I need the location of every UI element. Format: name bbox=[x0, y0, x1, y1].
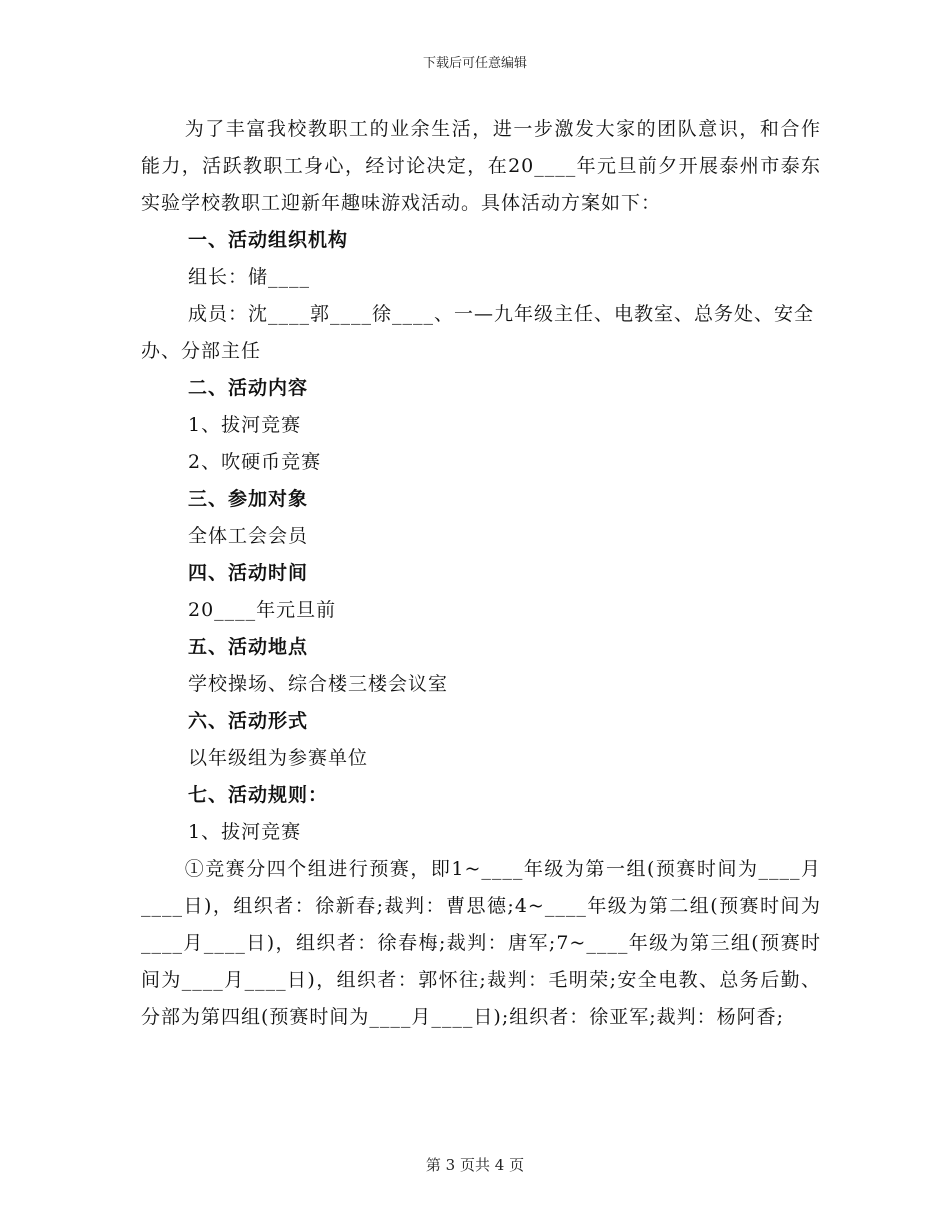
content-item-tug-of-war: 1、拔河竞赛 bbox=[188, 414, 302, 436]
rules-paragraph-preliminaries: ①竞赛分四个组进行预赛，即1~____年级为第一组(预赛时间为____月____日)，组织者：徐新春;裁判：曹思德;4~____年级为第二组(预赛时间为____月____日)，组织者：徐春梅;裁判：唐军;7~____年级为第三组(预赛时间为____月____日)，组织者：郭怀往;裁判：毛明荣;安全电教、总务后勤、分部为第四组(预赛时间为____月____日);组织者：徐亚军;裁判：杨阿香; bbox=[141, 858, 821, 1028]
page-header-note: 下载后可任意编辑 bbox=[422, 56, 527, 71]
section-heading-participants: 三、参加对象 bbox=[188, 488, 309, 510]
rules-subheading-tug-of-war: 1、拔河竞赛 bbox=[188, 821, 302, 843]
section-heading-time: 四、活动时间 bbox=[188, 562, 309, 584]
organization-leader: 组长：储____ bbox=[188, 266, 311, 288]
organization-members: 成员：沈____郭____徐____、一—九年级主任、电教室、总务处、安全办、分部主任 bbox=[141, 303, 815, 362]
section-heading-organization: 一、活动组织机构 bbox=[188, 229, 349, 251]
intro-paragraph: 为了丰富我校教职工的业余生活，进一步激发大家的团队意识，和合作能力，活跃教职工身心，经讨论决定，在20____年元旦前夕开展泰州市泰东实验学校教职工迎新年趣味游戏活动。具体活动方案如下： bbox=[141, 118, 821, 214]
section-heading-content: 二、活动内容 bbox=[188, 377, 309, 399]
participants-text: 全体工会会员 bbox=[188, 525, 309, 547]
location-text: 学校操场、综合楼三楼会议室 bbox=[188, 673, 449, 695]
content-item-coin-blowing: 2、吹硬币竞赛 bbox=[188, 451, 322, 473]
format-text: 以年级组为参赛单位 bbox=[188, 747, 369, 769]
section-heading-location: 五、活动地点 bbox=[188, 636, 309, 658]
page-number: 第 3 页共 4 页 bbox=[425, 1156, 525, 1174]
section-heading-rules: 七、活动规则： bbox=[188, 784, 329, 806]
section-heading-format: 六、活动形式 bbox=[188, 710, 309, 732]
time-text: 20____年元旦前 bbox=[188, 599, 337, 621]
document-body bbox=[141, 111, 821, 1036]
